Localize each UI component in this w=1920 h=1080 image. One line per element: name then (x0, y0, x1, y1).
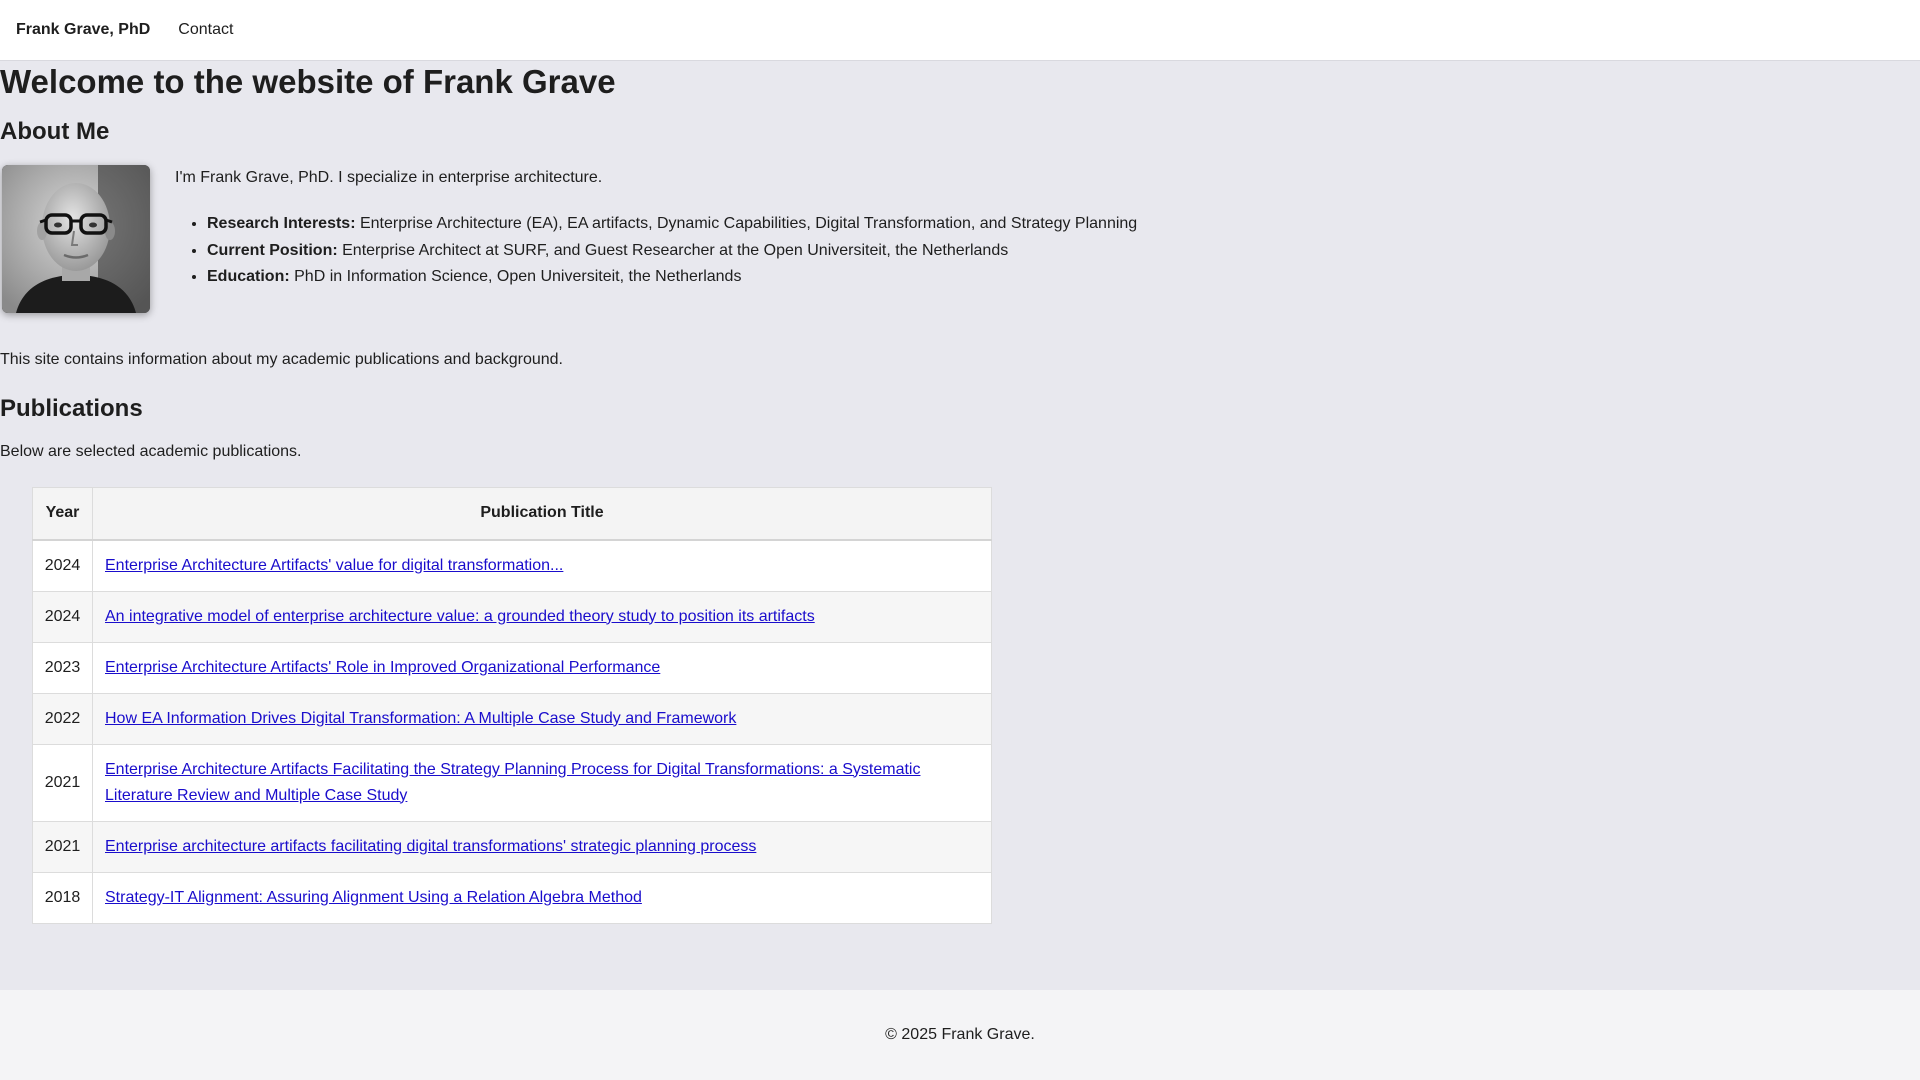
about-item-position (207, 238, 1137, 265)
top-navbar (0, 0, 1920, 61)
about-item-label: Current Position: (207, 241, 338, 259)
about-heading: About Me (0, 118, 110, 145)
nav-contact-link[interactable]: Contact (178, 21, 234, 38)
publication-year: 2024 (33, 540, 93, 592)
publication-title-cell (93, 540, 992, 592)
publication-year: 2021 (33, 744, 93, 821)
publication-year: 2023 (33, 642, 93, 693)
publication-title-cell (93, 872, 992, 923)
publication-title-cell (93, 744, 992, 821)
page-title: Welcome to the website of Frank Grave (0, 63, 616, 100)
table-row (33, 642, 992, 693)
about-item-label: Research Interests: (207, 215, 356, 232)
table-row (33, 540, 992, 592)
about-item-research (207, 211, 1137, 238)
publication-link[interactable]: Enterprise Architecture Artifacts Facilitating the Strategy Planning Process for Digital Transformations: a Systematic Literature Review and Multiple Case Study (105, 760, 921, 804)
column-header-year: Year (33, 488, 93, 540)
table-row (33, 744, 992, 821)
publication-year: 2021 (33, 821, 93, 872)
table-header-row (33, 488, 992, 540)
publication-year: 2022 (33, 693, 93, 744)
about-text (175, 165, 1137, 313)
publication-title-cell (93, 591, 992, 642)
site-note: This site contains information about my academic publications and background. (0, 351, 563, 368)
profile-photo (2, 165, 150, 313)
about-item-text: PhD in Information Science, Open Universiteit, the Netherlands (289, 268, 742, 285)
about-intro: I'm Frank Grave, PhD. I specialize in enterprise architecture. (175, 169, 603, 186)
publication-link[interactable]: Enterprise Architecture Artifacts' Role in Improved Organizational Performance (105, 658, 661, 676)
table-row (33, 591, 992, 642)
publication-link[interactable]: Enterprise architecture artifacts facilitating digital transformations' strategic planning process (105, 837, 757, 855)
about-item-education (207, 264, 1137, 291)
about-item-text: Enterprise Architect at SURF, and Guest Researcher at the Open Universiteit, the Netherlands (337, 241, 1009, 259)
publications-intro: Below are selected academic publications. (0, 443, 302, 460)
about-list (175, 211, 1137, 291)
publication-title-cell (93, 642, 992, 693)
column-header-title: Publication Title (93, 488, 992, 540)
page-footer (0, 990, 1920, 1080)
publication-title-cell (93, 693, 992, 744)
publication-link[interactable]: Strategy-IT Alignment: Assuring Alignment Using a Relation Algebra Method (105, 888, 642, 906)
publications-heading: Publications (0, 395, 143, 422)
table-row (33, 821, 992, 872)
table-row (33, 872, 992, 923)
publications-table (32, 487, 992, 924)
brand-link[interactable]: Frank Grave, PhD (16, 21, 151, 38)
publication-year: 2018 (33, 872, 93, 923)
about-item-label: Education: (207, 268, 290, 285)
publication-link[interactable]: Enterprise Architecture Artifacts' value for digital transformation... (105, 556, 564, 574)
about-item-text: Enterprise Architecture (EA), EA artifacts, Dynamic Capabilities, Digital Transformation, and Strategy Planning (355, 215, 1138, 232)
table-row (33, 693, 992, 744)
publication-link[interactable]: An integrative model of enterprise architecture value: a grounded theory study to position its artifacts (105, 607, 815, 625)
publication-title-cell (93, 821, 992, 872)
main-content (0, 61, 1920, 924)
publication-link[interactable]: How EA Information Drives Digital Transformation: A Multiple Case Study and Framework (105, 709, 737, 727)
footer-copyright: © 2025 Frank Grave. (885, 1026, 1035, 1043)
about-section (0, 165, 1920, 313)
publication-year: 2024 (33, 591, 93, 642)
